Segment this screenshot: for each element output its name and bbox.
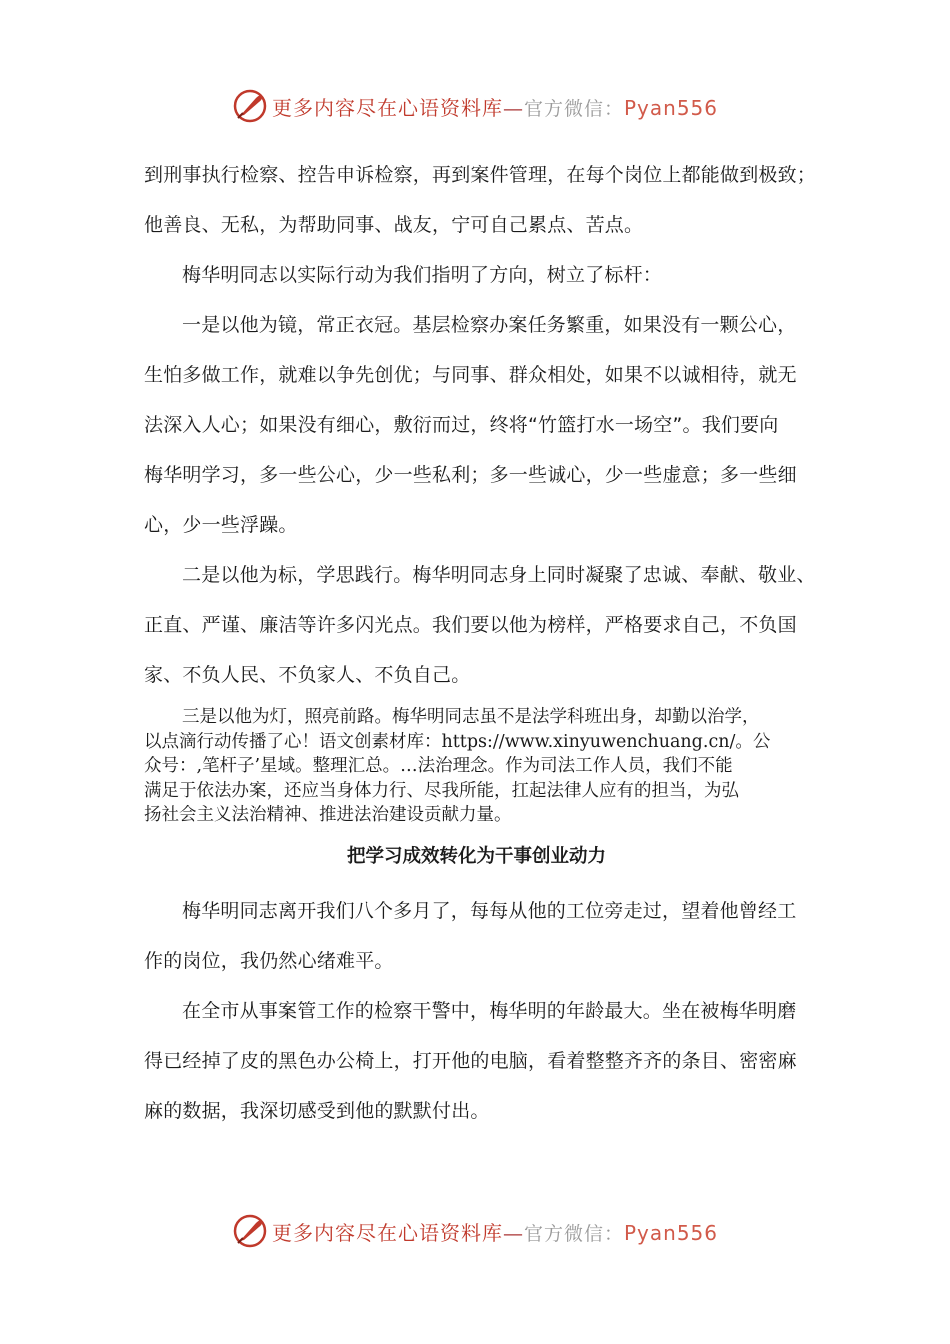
serif-line: 众号：,笔杆子’星域。整理汇总。…法治理念。作为司法工作人员，我们不能 (144, 756, 733, 776)
header-banner (0, 84, 950, 128)
paragraph-line: 他善良、无私，为帮助同事、战友，宁可自己累点、苦点。 (144, 214, 644, 236)
serif-line: 扬社会主义法治精神、推进法治建设贡献力量。 (144, 805, 512, 825)
paragraph-line: 梅华明学习，多一些公心，少一些私利；多一些诚心，少一些虚意；多一些细 (144, 464, 797, 486)
paragraph-line: 法深入人心；如果没有细心，敷衍而过，终将“竹篮打水一场空”。我们要向 (144, 414, 779, 436)
paragraph-line: 到刑事执行检察、控告申诉检察，再到案件管理，在每个岗位上都能做到极致； (144, 164, 817, 186)
serif-line: 三是以他为灯，照亮前路。梅华明同志虽不是法学科班出身，却勤以治学， (182, 707, 760, 727)
banner-text: 更多内容尽在心语资料库—官方微信：Pyan556 (271, 95, 719, 120)
section-heading: 把学习成效转化为干事创业动力 (346, 845, 606, 867)
banner-text: 更多内容尽在心语资料库—官方微信：Pyan556 (271, 1220, 719, 1245)
paragraph-line: 生怕多做工作，就难以争先创优；与同事、群众相处，如果不以诚相待，就无 (144, 364, 797, 386)
paragraph-line: 麻的数据，我深切感受到他的默默付出。 (144, 1099, 490, 1122)
footer-banner (0, 1209, 950, 1253)
paragraph-line: 一是以他为镜，常正衣冠。基层检察办案任务繁重，如果没有一颗公心， (182, 314, 797, 336)
paragraph-line: 二是以他为标，学思践行。梅华明同志身上同时凝聚了忠诚、奉献、敬业、 (182, 564, 816, 586)
paragraph-line: 在全市从事案管工作的检察干警中，梅华明的年龄最大。坐在被梅华明磨 (182, 999, 797, 1022)
serif-line: 以点滴行动传播了心！语文创素材库：https://www.xinyuwenchuang.cn/。公 (144, 731, 771, 752)
paragraph-line: 得已经掉了皮的黑色办公椅上，打开他的电脑，看着整整齐齐的条目、密密麻 (144, 1049, 797, 1072)
paragraph-line: 家、不负人民、不负家人、不负自己。 (144, 664, 471, 686)
document-body (144, 150, 817, 1136)
paragraph-line: 梅华明同志以实际行动为我们指明了方向，树立了标杆： (182, 264, 663, 286)
inserted-serif-paragraph (144, 705, 809, 828)
paragraph-line: 梅华明同志离开我们八个多月了，每每从他的工位旁走过，望着他曾经工 (182, 899, 797, 922)
paragraph-line: 作的岗位，我仍然心绪难平。 (144, 949, 394, 972)
paragraph-line: 心，少一些浮躁。 (144, 514, 298, 536)
paragraph-line: 正直、严谨、廉洁等许多闪光点。我们要以他为榜样，严格要求自己，不负国 (144, 614, 797, 636)
quill-logo-icon (232, 1213, 268, 1249)
serif-line: 满足于依法办案，还应当身体力行、尽我所能，扛起法律人应有的担当，为弘 (144, 780, 739, 801)
quill-logo-icon (232, 88, 268, 124)
